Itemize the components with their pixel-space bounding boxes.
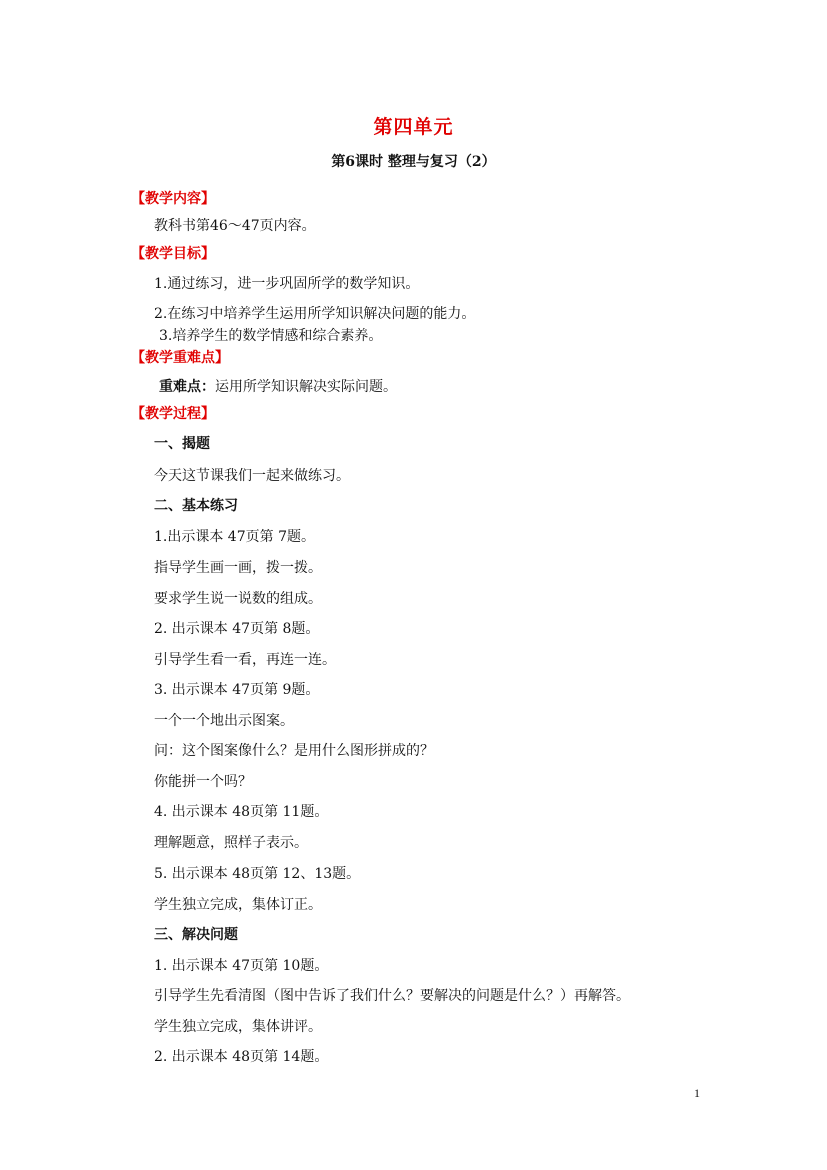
- process-line: 引导学生先看清图（图中告诉了我们什么？要解决的问题是什么？）再解答。: [154, 988, 630, 1004]
- part1-text: 今天这节课我们一起来做练习。: [154, 468, 350, 484]
- lesson-subtitle: 第6课时 整理与复习（2）: [331, 154, 496, 170]
- page-number: 1: [694, 1086, 700, 1100]
- process-line: 2. 出示课本 48页第 14题。: [154, 1049, 329, 1065]
- process-line: 3. 出示课本 47页第 9题。: [154, 682, 320, 698]
- section-heading-goals: 【教学目标】: [131, 246, 215, 262]
- part3-heading: 三、解决问题: [154, 927, 238, 943]
- unit-title: 第四单元: [373, 116, 454, 138]
- process-line: 5. 出示课本 48页第 12、13题。: [154, 866, 361, 882]
- section-heading-keypoints: 【教学重难点】: [131, 350, 229, 366]
- section-heading-process: 【教学过程】: [131, 406, 215, 422]
- process-line: 问：这个图案像什么？是用什么图形拼成的？: [154, 743, 434, 759]
- part1-heading: 一、揭题: [154, 436, 210, 452]
- process-line: 一个一个地出示图案。: [154, 713, 294, 729]
- process-line: 1.出示课本 47页第 7题。: [154, 529, 315, 545]
- keypoint-label: 重难点：: [159, 379, 215, 395]
- keypoint-line: [159, 378, 397, 396]
- process-line: 指导学生画一画，拨一拨。: [154, 560, 322, 576]
- section-heading-content: 【教学内容】: [131, 191, 215, 207]
- process-line: 要求学生说一说数的组成。: [154, 591, 322, 607]
- goal-item-2: 2.在练习中培养学生运用所学知识解决问题的能力。: [154, 306, 476, 322]
- process-line: 理解题意，照样子表示。: [154, 835, 308, 851]
- process-line: 引导学生看一看，再连一连。: [154, 652, 336, 668]
- process-line: 学生独立完成，集体讲评。: [154, 1019, 322, 1035]
- process-line: 你能拼一个吗？: [154, 774, 252, 790]
- part2-heading: 二、基本练习: [154, 498, 238, 514]
- process-line: 4. 出示课本 48页第 11题。: [154, 804, 329, 820]
- keypoint-text: 运用所学知识解决实际问题。: [215, 379, 397, 395]
- content-text: 教科书第46～47页内容。: [154, 218, 316, 234]
- process-line: 学生独立完成，集体订正。: [154, 897, 322, 913]
- process-line: 2. 出示课本 47页第 8题。: [154, 621, 320, 637]
- process-line: 1. 出示课本 47页第 10题。: [154, 958, 329, 974]
- goal-item-3: 3.培养学生的数学情感和综合素养。: [159, 328, 383, 344]
- goal-item-1: 1.通过练习，进一步巩固所学的数学知识。: [154, 276, 420, 292]
